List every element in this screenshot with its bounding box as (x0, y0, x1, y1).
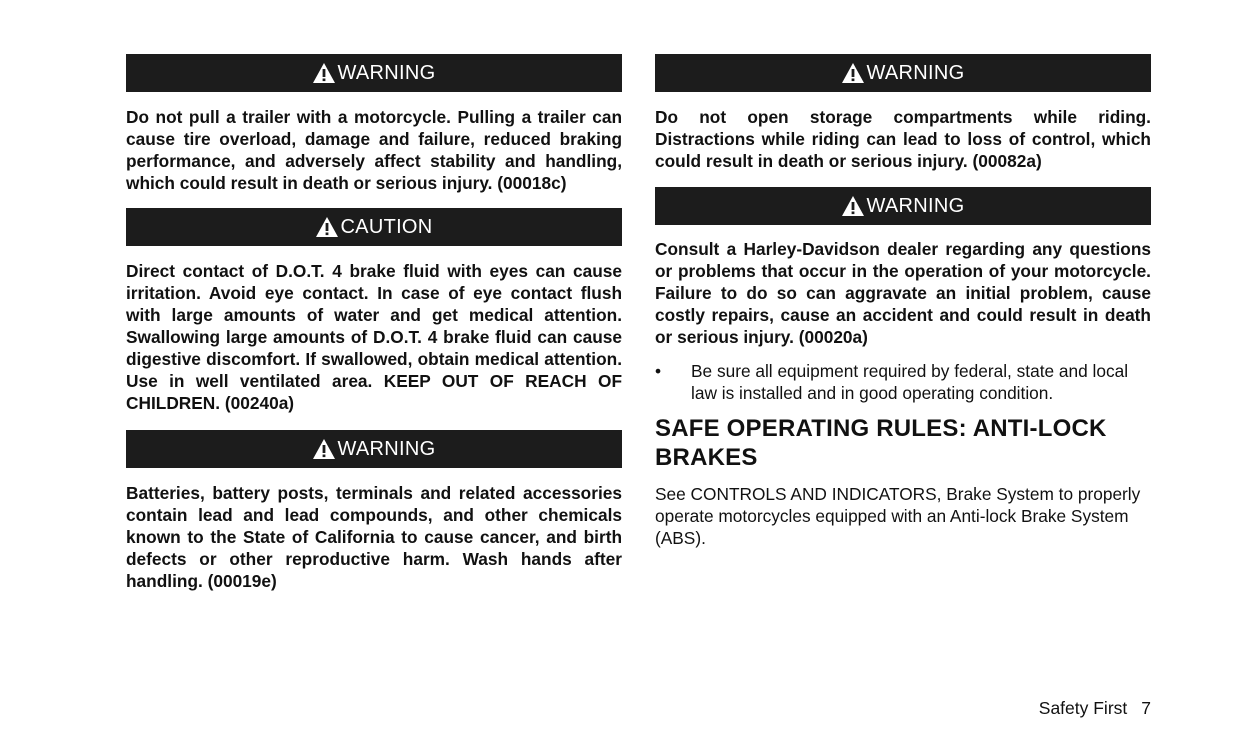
alert-triangle-icon (312, 62, 336, 84)
warning-banner (126, 430, 622, 468)
warning-banner (126, 54, 622, 92)
bullet-text: Be sure all equipment required by federal, state and local law is installed and in good operating condition. (691, 361, 1129, 403)
alert-triangle-icon (315, 216, 339, 238)
warning-label: WARNING (337, 438, 436, 460)
section-heading: SAFE OPERATING RULES: ANTI-LOCK BRAKES (655, 415, 1107, 471)
bullet-marker: • (655, 361, 662, 381)
alert-triangle-icon (312, 438, 336, 460)
warning-label: WARNING (866, 195, 965, 217)
warning-banner (655, 187, 1151, 225)
warning-label: WARNING (337, 62, 436, 84)
warning-banner (655, 54, 1151, 92)
warning-text-trailer: Do not pull a trailer with a motorcycle. Pulling a trailer can cause tire overload, damage and failure, reduced braking performance, and adversely affect stability and handling, which could result in death or serious injury. (00018c) (126, 107, 622, 193)
alert-triangle-icon (841, 195, 865, 217)
warning-text-storage: Do not open storage compartments while riding. Distractions while riding can lead to loss of control, which could result in death or serious injury. (00082a) (655, 107, 1151, 171)
warning-label: WARNING (866, 62, 965, 84)
footer-section-title: Safety First (1038, 698, 1128, 718)
warning-text-dealer: Consult a Harley-Davidson dealer regarding any questions or problems that occur in the operation of your motorcycle. Failure to do so can aggravate an initial problem, cause costly repairs, cause an accident and could result in death or serious injury. (00020a) (655, 239, 1151, 347)
section-text-abs: See CONTROLS AND INDICATORS, Brake System to properly operate motorcycles equipped with an Anti-lock Brake System (ABS). (655, 484, 1141, 548)
page-footer (1039, 697, 1151, 719)
alert-triangle-icon (841, 62, 865, 84)
caution-banner (126, 208, 622, 246)
caution-label: CAUTION (340, 216, 433, 238)
warning-text-batteries: Batteries, battery posts, terminals and related accessories contain lead and lead compounds, and other chemicals known to the State of California to cause cancer, and birth defects or other reproductive harm. Wash hands after handling. (00019e) (126, 483, 622, 591)
caution-text-brake-fluid: Direct contact of D.O.T. 4 brake fluid with eyes can cause irritation. Avoid eye contact. In case of eye contact flush with large amounts of water and get medical attention. Swallowing large amounts of D.O.T. 4 brake fluid can cause digestive discomfort. If swallowed, obtain medical attention. Use in well ventilated area. KEEP OUT OF REACH OF CHILDREN. (00240a) (126, 261, 622, 413)
page-number: 7 (1141, 698, 1151, 718)
